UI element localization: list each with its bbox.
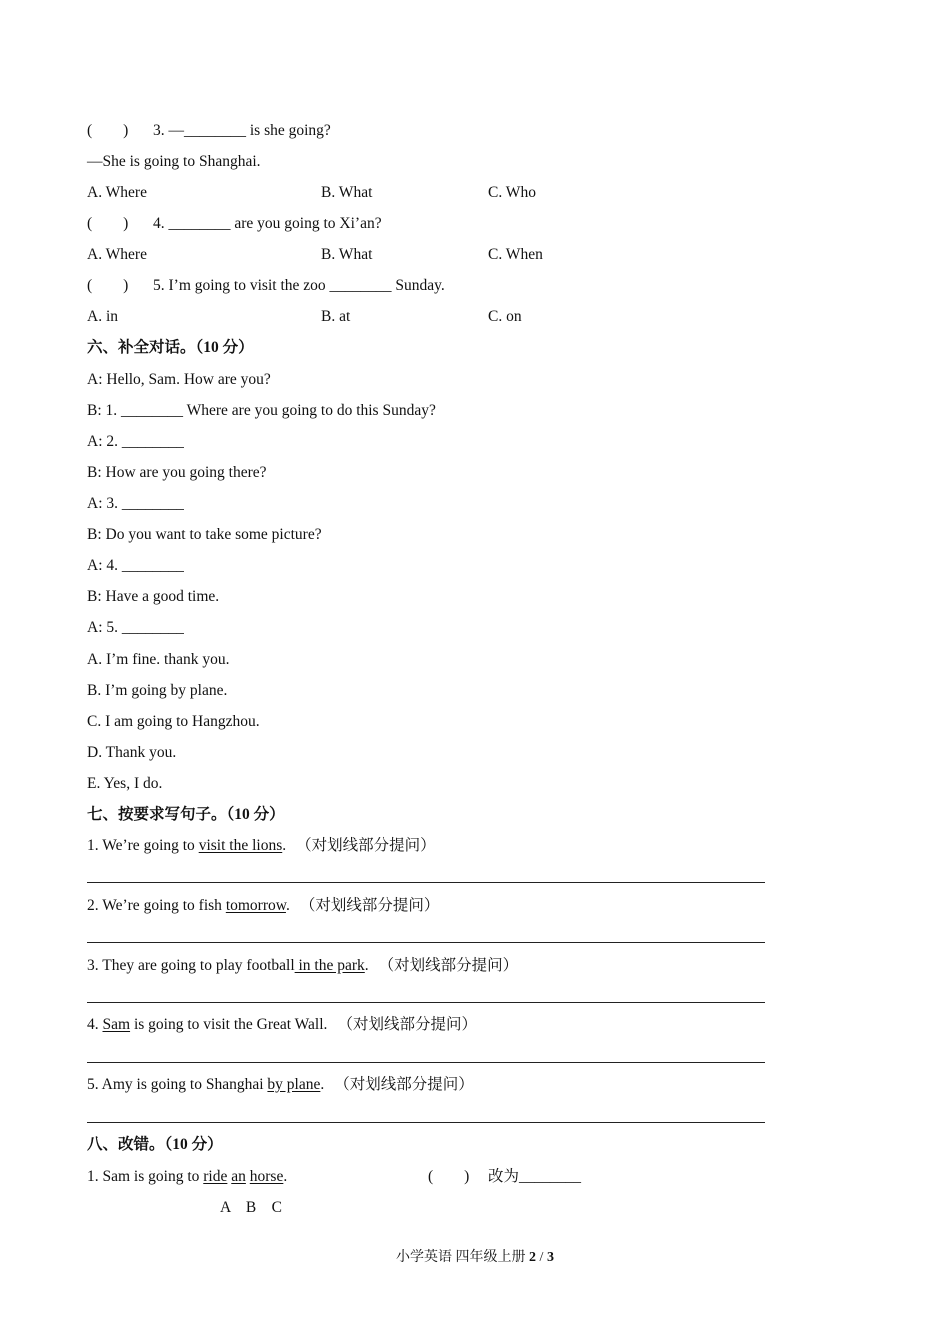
change-to-blank: 改为________ xyxy=(488,1168,582,1185)
dialog-option: D. Thank you. xyxy=(87,744,177,761)
answer-line xyxy=(87,942,765,943)
item-text: . xyxy=(283,1168,288,1185)
item-text: . xyxy=(364,957,369,974)
item-note: （对划线部分提问） xyxy=(378,957,519,974)
marked-word-c: horse xyxy=(249,1168,284,1185)
option-a: A. Where xyxy=(87,184,147,201)
underlined-part: Sam xyxy=(102,1016,131,1033)
item-text: 3. They are going to play football xyxy=(87,957,295,974)
question-5 xyxy=(87,276,445,296)
question-4 xyxy=(87,214,382,234)
answer-line xyxy=(87,1122,765,1123)
dialog-line: A: 3. ________ xyxy=(87,495,184,512)
section-7-title: 七、按要求写句子。（10 分） xyxy=(87,806,285,823)
rewrite-item-2 xyxy=(87,896,439,916)
underlined-part: in the park xyxy=(294,957,365,974)
correction-item-1 xyxy=(87,1167,287,1187)
option-c: C. on xyxy=(488,308,522,325)
word-labels: A B C xyxy=(220,1199,283,1216)
marked-word-b: an xyxy=(231,1168,246,1185)
item-text: . xyxy=(285,897,290,914)
dialog-line: B: Have a good time. xyxy=(87,588,220,605)
item-text: . xyxy=(282,837,287,854)
item-text: 5. Amy is going to Shanghai xyxy=(87,1076,268,1093)
item-note: （对划线部分提问） xyxy=(334,1076,474,1093)
section-8-title: 八、改错。（10 分） xyxy=(87,1136,223,1153)
underlined-part: visit the lions xyxy=(198,837,283,854)
dialog-line: A: Hello, Sam. How are you? xyxy=(87,371,271,388)
option-c: C. When xyxy=(488,246,543,263)
option-a: A. Where xyxy=(87,246,147,263)
option-b: B. What xyxy=(321,184,373,201)
question-3 xyxy=(87,121,331,141)
rewrite-item-1 xyxy=(87,836,436,856)
item-text: 4. xyxy=(87,1016,103,1033)
item-text: 1. Sam is going to xyxy=(87,1168,204,1185)
dialog-line: B: How are you going there? xyxy=(87,464,267,481)
dialog-line: B: Do you want to take some picture? xyxy=(87,526,322,543)
dialog-option: C. I am going to Hangzhou. xyxy=(87,713,260,730)
rewrite-item-5 xyxy=(87,1075,474,1095)
item-note: （对划线部分提问） xyxy=(337,1016,477,1033)
item-text: 1. We’re going to xyxy=(87,837,199,854)
dialog-line: B: 1. ________ Where are you going to do this Sunday? xyxy=(87,402,436,419)
question-3-reply: —She is going to Shanghai. xyxy=(87,153,261,170)
section-6-title: 六、补全对话。（10 分） xyxy=(87,339,254,356)
answer-paren: ( ) xyxy=(428,1168,470,1185)
correction-answer xyxy=(428,1167,581,1187)
dialog-line: A: 4. ________ xyxy=(87,557,184,574)
item-note: （对划线部分提问） xyxy=(296,837,436,854)
answer-line xyxy=(87,1002,765,1003)
page-number: 2 xyxy=(529,1250,537,1265)
underlined-part: by plane xyxy=(267,1076,321,1093)
question-text: 5. I’m going to visit the zoo ________ Sunday. xyxy=(153,277,445,294)
item-text: 2. We’re going to fish xyxy=(87,897,226,914)
dialog-line: A: 2. ________ xyxy=(87,433,184,450)
answer-line xyxy=(87,1062,765,1063)
rewrite-item-3 xyxy=(87,956,518,976)
marked-word-a: ride xyxy=(203,1168,228,1185)
answer-line xyxy=(87,882,765,883)
page-total: 3 xyxy=(546,1250,554,1265)
option-b: B. at xyxy=(321,308,351,325)
item-note: （对划线部分提问） xyxy=(299,897,440,914)
footer-title: 小学英语 四年级上册 xyxy=(396,1250,530,1265)
dialog-option: B. I’m going by plane. xyxy=(87,682,228,699)
rewrite-item-4 xyxy=(87,1015,477,1035)
answer-paren: ( ) xyxy=(87,215,129,232)
question-text: 3. —________ is she going? xyxy=(153,122,331,139)
page-footer xyxy=(0,1246,950,1266)
option-a: A. in xyxy=(87,308,118,325)
answer-paren: ( ) xyxy=(87,122,129,139)
question-text: 4. ________ are you going to Xi’an? xyxy=(153,215,382,232)
item-text: is going to visit the Great Wall. xyxy=(130,1016,328,1033)
dialog-line: A: 5. ________ xyxy=(87,619,184,636)
item-text: . xyxy=(320,1076,325,1093)
option-b: B. What xyxy=(321,246,373,263)
dialog-option: E. Yes, I do. xyxy=(87,775,163,792)
dialog-option: A. I’m fine. thank you. xyxy=(87,651,230,668)
page-separator: / xyxy=(536,1250,547,1265)
answer-paren: ( ) xyxy=(87,277,129,294)
option-c: C. Who xyxy=(488,184,536,201)
underlined-part: tomorrow xyxy=(225,897,286,914)
